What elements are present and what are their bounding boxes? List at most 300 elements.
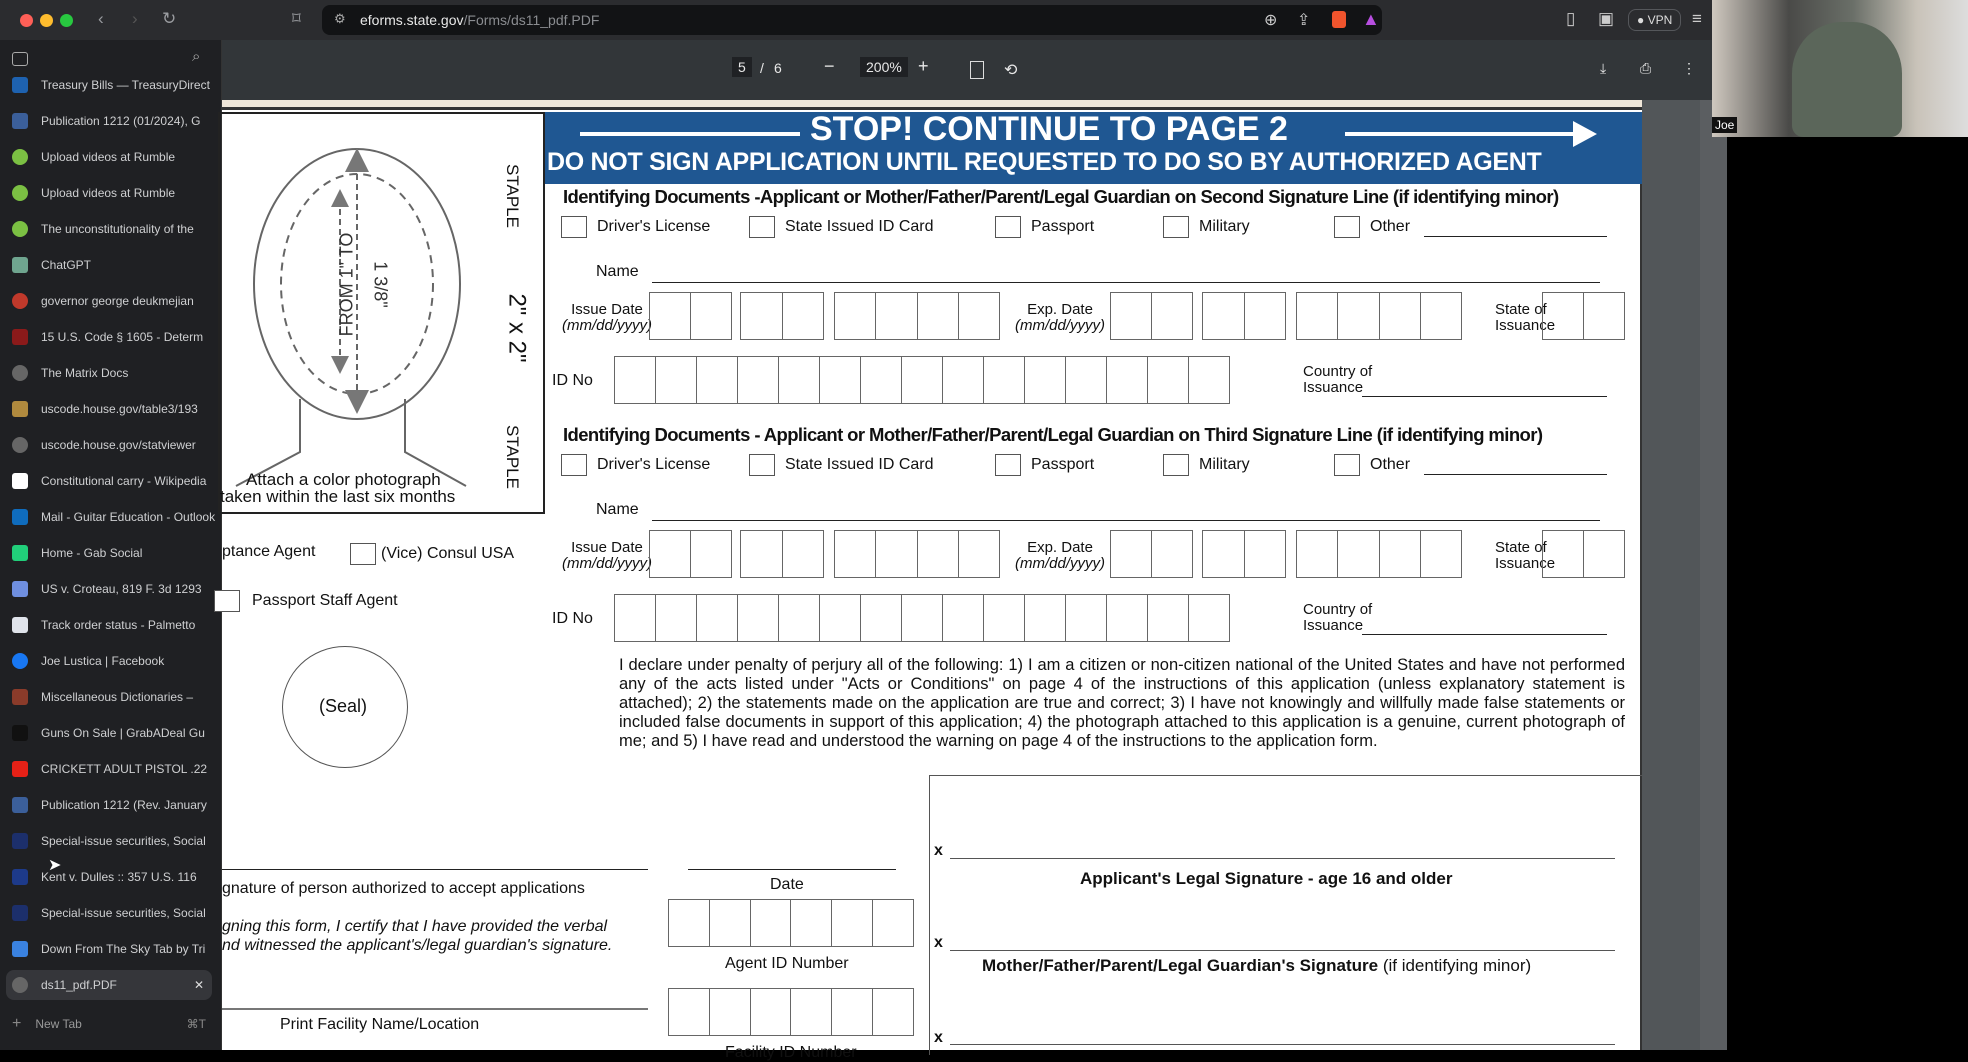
name-label: Name: [596, 501, 639, 518]
globe-icon: [12, 977, 28, 993]
photo-from-label: FROM 1" TO: [336, 232, 357, 337]
close-window-button[interactable]: [20, 14, 33, 27]
doc-type-checkbox[interactable]: [995, 454, 1021, 476]
digit-box[interactable]: [697, 356, 738, 404]
digit-box[interactable]: [1421, 292, 1462, 340]
doc-type-checkbox[interactable]: [1334, 454, 1360, 476]
sidebar-toggle-icon[interactable]: ▯: [1566, 9, 1576, 28]
zoom-in-button[interactable]: +: [918, 56, 929, 76]
doc-type-label: State Issued ID Card: [785, 218, 934, 235]
date-digit-boxes[interactable]: [1202, 530, 1286, 578]
third-signature-line[interactable]: [950, 1044, 1615, 1045]
irs-icon: [12, 113, 28, 129]
name-label: Name: [596, 263, 639, 280]
digit-box[interactable]: [1066, 594, 1107, 642]
tab-title: Publication 1212 (01/2024), G: [41, 114, 201, 128]
tab-title: Kent v. Dulles :: 357 U.S. 116: [41, 870, 197, 884]
tab-item[interactable]: [12, 754, 212, 784]
date-digit-boxes[interactable]: [649, 530, 732, 578]
digit-box[interactable]: [1148, 356, 1189, 404]
banner-subtitle: DO NOT SIGN APPLICATION UNTIL REQUESTED TO DO SO BY AUTHORIZED AGENT: [547, 148, 1542, 176]
arrow-line-right: [1345, 132, 1575, 136]
digit-box[interactable]: [1148, 594, 1189, 642]
digit-box[interactable]: [1152, 292, 1193, 340]
date-digit-boxes[interactable]: [740, 530, 824, 578]
plus-icon: +: [12, 1015, 22, 1032]
digit-box[interactable]: [1152, 530, 1193, 578]
palmetto-icon: [12, 617, 28, 633]
minimize-window-button[interactable]: [40, 14, 53, 27]
page-number-input[interactable]: 5: [732, 57, 752, 77]
tab-item[interactable]: [12, 466, 212, 496]
digit-box[interactable]: [738, 356, 779, 404]
mouse-cursor: ➤: [48, 857, 62, 874]
digit-box[interactable]: [1542, 530, 1584, 578]
tab-item[interactable]: [12, 70, 212, 100]
digit-box[interactable]: [984, 356, 1025, 404]
digit-box[interactable]: [873, 988, 914, 1036]
tab-title: Mail - Guitar Education - Outlook: [41, 510, 216, 524]
date-digit-boxes[interactable]: [1542, 530, 1625, 578]
digit-box[interactable]: [1338, 292, 1379, 340]
tab-title: Constitutional carry - Wikipedia: [41, 474, 207, 488]
digit-box[interactable]: [1421, 530, 1462, 578]
tab-item[interactable]: [12, 358, 212, 388]
digit-box[interactable]: [918, 530, 959, 578]
digit-box[interactable]: [656, 356, 697, 404]
digit-box[interactable]: [1245, 292, 1287, 340]
tab-item[interactable]: [12, 394, 212, 424]
date-digit-boxes[interactable]: [834, 530, 1000, 578]
maximize-window-button[interactable]: [60, 14, 73, 27]
new-tab-button[interactable]: [12, 1009, 212, 1039]
digit-box[interactable]: [1110, 530, 1152, 578]
globe-icon: [12, 365, 28, 381]
doc-type-label: Other: [1370, 218, 1411, 235]
digit-box[interactable]: [1025, 356, 1066, 404]
sidebar-panel-icon[interactable]: [12, 52, 28, 66]
tab-title: Publication 1212 (Rev. January: [41, 798, 207, 812]
digit-box[interactable]: [656, 594, 697, 642]
date-digit-boxes[interactable]: [1110, 292, 1193, 340]
digit-box[interactable]: [1025, 594, 1066, 642]
pdf-toolbar: [222, 40, 1712, 100]
digit-box[interactable]: [959, 292, 1000, 340]
consul-checkbox[interactable]: [350, 543, 376, 565]
guardian-signature-line[interactable]: [950, 950, 1615, 951]
digit-box[interactable]: [779, 594, 820, 642]
digit-box[interactable]: [832, 899, 873, 947]
vertical-tabs-sidebar: [0, 40, 222, 1050]
browser-titlebar: [0, 0, 1712, 40]
facebook-icon: [12, 653, 28, 669]
digit-box[interactable]: [691, 292, 732, 340]
house-seal-icon: [12, 401, 28, 417]
name-line[interactable]: [652, 282, 1600, 283]
digit-box[interactable]: [1296, 292, 1338, 340]
tab-item[interactable]: [12, 538, 212, 568]
digit-box[interactable]: [876, 292, 917, 340]
acceptance-agent-label: ptance Agent: [222, 543, 316, 560]
digit-box[interactable]: [783, 292, 825, 340]
doc-type-checkbox[interactable]: [1163, 454, 1189, 476]
digit-box[interactable]: [834, 292, 876, 340]
photo-caption-2: taken within the last six months: [220, 487, 456, 506]
digit-box[interactable]: [710, 899, 751, 947]
digit-box[interactable]: [943, 594, 984, 642]
digit-box[interactable]: [1542, 292, 1584, 340]
tab-item[interactable]: [12, 322, 212, 352]
tab-title: Upload videos at Rumble: [41, 186, 176, 200]
digit-box[interactable]: [791, 899, 832, 947]
id-number-boxes[interactable]: [614, 356, 1230, 404]
digit-box[interactable]: [1110, 292, 1152, 340]
doc-type-label: Driver's License: [597, 456, 711, 473]
agent-signature-label: gnature of person authorized to accept applications: [222, 880, 585, 897]
tab-title: The Matrix Docs: [41, 366, 129, 380]
digit-box[interactable]: [1584, 530, 1625, 578]
songsterr-icon: [12, 941, 28, 957]
brave-rewards-icon[interactable]: ▲: [1362, 9, 1380, 29]
digit-box[interactable]: [861, 594, 902, 642]
doc-type-label: Driver's License: [597, 218, 711, 235]
tab-item[interactable]: [12, 682, 212, 712]
tab-title: uscode.house.gov/statviewer: [41, 438, 196, 452]
treasury-icon: [12, 77, 28, 93]
digit-box[interactable]: [710, 988, 751, 1036]
digit-box[interactable]: [959, 530, 1000, 578]
applicant-signature-label: Applicant's Legal Signature - age 16 and older: [1080, 869, 1453, 888]
new-tab-shortcut: ⌘T: [186, 1017, 206, 1031]
digit-box[interactable]: [697, 594, 738, 642]
page-total: 6: [774, 60, 782, 76]
doc-type-label: State Issued ID Card: [785, 456, 934, 473]
brave-search-icon: [12, 293, 28, 309]
issue-date-label: Issue Date (mm/dd/yyyy): [562, 539, 652, 572]
tab-title: uscode.house.gov/table3/193: [41, 402, 198, 416]
tab-title: Down From The Sky Tab by Tri: [41, 942, 206, 956]
tab-title: US v. Croteau, 819 F. 3d 1293: [41, 582, 202, 596]
webcam-name-label: Joe: [1712, 117, 1737, 133]
tab-title: Track order status - Palmetto: [41, 618, 196, 632]
date-digit-boxes[interactable]: [1110, 530, 1193, 578]
arrow-line-left: [580, 132, 800, 136]
digit-box[interactable]: [1189, 594, 1230, 642]
digit-box[interactable]: [820, 594, 861, 642]
share-icon[interactable]: ⇪: [1297, 12, 1311, 29]
digit-box[interactable]: [691, 530, 732, 578]
gab-icon: [12, 545, 28, 561]
id-number-boxes[interactable]: [614, 594, 1230, 642]
digit-box[interactable]: [820, 356, 861, 404]
date-digit-boxes[interactable]: [1296, 292, 1462, 340]
facility-line: [222, 1008, 648, 1010]
digit-box[interactable]: [1338, 530, 1379, 578]
country-line[interactable]: [1362, 396, 1607, 397]
tab-active[interactable]: [6, 970, 212, 1000]
section-heading: Identifying Documents - Applicant or Mother/Father/Parent/Legal Guardian on Third Signature Line (if identifying minor): [563, 424, 1543, 445]
bookmark-icon[interactable]: ⌑: [292, 9, 301, 28]
tab-title: Home - Gab Social: [41, 546, 143, 560]
tab-item[interactable]: [12, 826, 212, 856]
state-of-issuance-label: State of Issuance: [1495, 539, 1556, 572]
doc-type-checkbox[interactable]: [1334, 216, 1360, 238]
scholar-icon: [12, 581, 28, 597]
back-icon[interactable]: ‹: [98, 9, 104, 28]
fit-page-icon[interactable]: [970, 61, 984, 79]
date-digit-boxes[interactable]: [1296, 530, 1462, 578]
tab-item[interactable]: [12, 430, 212, 460]
rumble-icon: [12, 149, 28, 165]
digit-box[interactable]: [1380, 292, 1421, 340]
zoom-level-input[interactable]: 200%: [860, 57, 908, 77]
digit-box[interactable]: [1066, 356, 1107, 404]
globe-icon: [12, 437, 28, 453]
ssa-icon: [12, 905, 28, 921]
doc-type-checkbox[interactable]: [561, 454, 587, 476]
rumble-icon: [12, 185, 28, 201]
name-line[interactable]: [652, 520, 1600, 521]
address-bar[interactable]: [322, 5, 1382, 35]
close-tab-icon[interactable]: ✕: [193, 978, 204, 992]
consul-label: (Vice) Consul USA: [381, 545, 515, 562]
date-digit-boxes[interactable]: [740, 292, 824, 340]
doc-type-checkbox[interactable]: [1163, 216, 1189, 238]
tab-item[interactable]: [12, 898, 212, 928]
digit-box[interactable]: [614, 594, 656, 642]
photo-head-diagram: [220, 114, 543, 514]
issue-date-label: Issue Date (mm/dd/yyyy): [562, 301, 652, 334]
photo-caption-1: Attach a color photograph: [246, 470, 441, 489]
passport-staff-agent-label: Passport Staff Agent: [252, 592, 398, 609]
print-icon[interactable]: ⎙: [1640, 60, 1652, 76]
tab-title: The unconstitutionality of the: [41, 222, 194, 236]
url-path: /Forms/ds11_pdf.PDF: [463, 12, 600, 28]
digit-box[interactable]: [783, 530, 825, 578]
wikipedia-icon: [12, 473, 28, 489]
webcam-overlay: [1712, 0, 1968, 137]
tab-title: Guns On Sale | GrabADeal Gu: [41, 726, 205, 740]
x-mark-3: x: [934, 1029, 943, 1046]
url-host: eforms.state.gov: [360, 12, 464, 28]
date-label: Date: [770, 876, 804, 893]
facility-id-label: Facility ID Number: [725, 1044, 857, 1061]
outlook-icon: [12, 509, 28, 525]
chatgpt-icon: [12, 257, 28, 273]
doc-type-label: Other: [1370, 456, 1411, 473]
digit-box[interactable]: [791, 988, 832, 1036]
digit-box[interactable]: [738, 594, 779, 642]
arrow-right-icon: [1573, 121, 1597, 147]
irs-icon: [12, 797, 28, 813]
zoom-icon[interactable]: ⊕: [1264, 12, 1278, 29]
date-digit-boxes[interactable]: [1542, 292, 1625, 340]
x-mark-1: x: [934, 842, 943, 859]
tab-item[interactable]: [12, 106, 212, 136]
digit-box[interactable]: [984, 594, 1025, 642]
new-tab-label: New Tab: [35, 1017, 82, 1031]
download-icon[interactable]: ⤓: [1600, 60, 1607, 76]
photo-box: [218, 112, 545, 514]
youtube-icon: [12, 761, 28, 777]
digit-box[interactable]: [1202, 292, 1245, 340]
banner-title: STOP! CONTINUE TO PAGE 2: [810, 110, 1288, 148]
digit-box[interactable]: [740, 530, 783, 578]
passport-staff-agent-checkbox[interactable]: [214, 590, 240, 612]
tab-title: governor george deukmejian: [41, 294, 194, 308]
tab-item[interactable]: [12, 178, 212, 208]
stop-banner: [545, 112, 1642, 184]
more-options-icon[interactable]: ⋮: [1682, 60, 1696, 76]
digit-box[interactable]: [1189, 356, 1230, 404]
tab-item[interactable]: [12, 574, 212, 604]
facility-id-boxes[interactable]: [668, 988, 914, 1036]
doc-type-checkbox[interactable]: [995, 216, 1021, 238]
perjury-declaration: I declare under penalty of perjury all of the following: 1) I am a citizen or non-citizen national of the United States and have not performed any of the acts listed under "Acts or Conditions" on page 4 of the instructions of this application (unless explanatory statement is attached); 2) the statements made on the application are true and correct; 3) I have not knowingly and willfully made false statements or included false documents in support of this application; 4) the photograph attached to this application is a genuine, current photograph of me; and 5) I have read and understood the warning on page 4 of the instructions to the application form.: [619, 656, 1625, 750]
country-line[interactable]: [1362, 634, 1607, 635]
digit-box[interactable]: [1245, 530, 1287, 578]
agent-signature-line: [222, 869, 648, 870]
digit-box[interactable]: [834, 530, 876, 578]
doc-type-checkbox[interactable]: [749, 454, 775, 476]
date-digit-boxes[interactable]: [1202, 292, 1286, 340]
x-mark-2: x: [934, 934, 943, 951]
doc-type-label: Military: [1199, 218, 1250, 235]
digit-box[interactable]: [1107, 594, 1148, 642]
digit-box[interactable]: [740, 292, 783, 340]
tab-item[interactable]: [12, 646, 212, 676]
date-line: [688, 869, 896, 870]
doc-type-checkbox[interactable]: [749, 216, 775, 238]
digit-box[interactable]: [943, 356, 984, 404]
doc-type-label: Passport: [1031, 456, 1095, 473]
tab-item[interactable]: [12, 610, 212, 640]
vpn-button[interactable]: ● VPN: [1628, 9, 1681, 31]
page-separator: /: [760, 60, 764, 76]
tab-item[interactable]: [12, 214, 212, 244]
forward-icon[interactable]: ›: [132, 9, 138, 28]
id-no-label: ID No: [552, 610, 593, 627]
other-doc-line[interactable]: [1424, 236, 1607, 237]
digit-box[interactable]: [614, 356, 656, 404]
reload-icon[interactable]: ↻: [162, 9, 177, 28]
digit-box[interactable]: [902, 594, 943, 642]
other-doc-line[interactable]: [1424, 474, 1607, 475]
vpn-label: VPN: [1647, 13, 1673, 27]
digit-box[interactable]: [649, 292, 691, 340]
tab-title: Special-issue securities, Social: [41, 906, 206, 920]
tab-item[interactable]: [12, 862, 212, 892]
state-of-issuance-label: State of Issuance: [1495, 301, 1556, 334]
wallet-icon[interactable]: ▣: [1598, 9, 1615, 28]
country-of-issuance-label: Country of Issuance: [1303, 363, 1373, 396]
zoom-out-button[interactable]: −: [824, 56, 835, 76]
lii-icon: [12, 329, 28, 345]
tab-title: Special-issue securities, Social: [41, 834, 206, 848]
digit-box[interactable]: [1296, 530, 1338, 578]
grabadeal-icon: [12, 725, 28, 741]
search-tabs-icon[interactable]: ⌕: [192, 48, 201, 65]
certify-text-2: nd witnessed the applicant's/legal guardian's signature.: [222, 937, 613, 954]
id-no-label: ID No: [552, 372, 593, 389]
photo-to-label: 1 3/8": [370, 261, 391, 308]
pdf-page: [220, 100, 1642, 1061]
tab-title: Joe Lustica | Facebook: [41, 654, 165, 668]
country-of-issuance-label: Country of Issuance: [1303, 601, 1373, 634]
black-background: [1727, 137, 1968, 1050]
guardian-signature-label: Mother/Father/Parent/Legal Guardian's Signature: [982, 956, 1379, 975]
brave-shields-icon[interactable]: [1332, 11, 1346, 28]
tab-title: ChatGPT: [41, 258, 92, 272]
previous-page-edge: [222, 100, 1642, 110]
digit-box[interactable]: [902, 356, 943, 404]
tab-title: Miscellaneous Dictionaries –: [41, 690, 194, 704]
digit-box[interactable]: [779, 356, 820, 404]
agent-id-boxes[interactable]: [668, 899, 914, 947]
digit-box[interactable]: [668, 988, 710, 1036]
dictionary-icon: [12, 689, 28, 705]
tab-item[interactable]: [12, 142, 212, 172]
date-digit-boxes[interactable]: [649, 292, 732, 340]
digit-box[interactable]: [918, 292, 959, 340]
tab-item[interactable]: [12, 502, 216, 532]
date-digit-boxes[interactable]: [834, 292, 1000, 340]
facility-label: Print Facility Name/Location: [280, 1016, 480, 1033]
digit-box[interactable]: [876, 530, 917, 578]
exp-date-label: Exp. Date (mm/dd/yyyy): [1015, 539, 1105, 572]
tab-title: Treasury Bills — TreasuryDirect: [41, 78, 210, 92]
tab-title: ds11_pdf.PDF: [41, 978, 117, 992]
exp-date-label: Exp. Date (mm/dd/yyyy): [1015, 301, 1105, 334]
applicant-signature-line[interactable]: [950, 858, 1615, 859]
tab-item[interactable]: [12, 286, 212, 316]
tab-item[interactable]: [12, 718, 212, 748]
digit-box[interactable]: [1380, 530, 1421, 578]
staple-bottom-label: STAPLE: [502, 425, 522, 489]
justia-icon: [12, 869, 28, 885]
digit-box[interactable]: [832, 988, 873, 1036]
ssa-icon: [12, 833, 28, 849]
digit-box[interactable]: [668, 899, 710, 947]
doc-type-checkbox[interactable]: [561, 216, 587, 238]
tab-title: 15 U.S. Code § 1605 - Determ: [41, 330, 204, 344]
menu-icon[interactable]: ≡: [1692, 9, 1702, 28]
digit-box[interactable]: [1584, 292, 1625, 340]
tab-title: CRICKETT ADULT PISTOL .22: [41, 762, 208, 776]
site-settings-icon[interactable]: ⚙: [334, 11, 346, 26]
tab-item[interactable]: [12, 790, 212, 820]
section-heading: Identifying Documents -Applicant or Mother/Father/Parent/Legal Guardian on Second Signature Line (if identifying minor): [563, 186, 1559, 207]
digit-box[interactable]: [751, 899, 792, 947]
agent-id-label: Agent ID Number: [725, 955, 849, 972]
signature-box: [929, 775, 1642, 1055]
digit-box[interactable]: [1202, 530, 1245, 578]
digit-box[interactable]: [1107, 356, 1148, 404]
tab-item[interactable]: [12, 250, 212, 280]
guardian-signature-note: (if identifying minor): [1382, 956, 1532, 975]
scrollbar[interactable]: [1700, 100, 1727, 1050]
digit-box[interactable]: [751, 988, 792, 1036]
digit-box[interactable]: [649, 530, 691, 578]
certify-text-1: gning this form, I certify that I have provided the verbal: [222, 918, 608, 935]
rotate-icon[interactable]: ⟲: [1004, 62, 1018, 79]
digit-box[interactable]: [861, 356, 902, 404]
doc-type-label: Military: [1199, 456, 1250, 473]
staple-top-label: STAPLE: [502, 164, 522, 228]
tab-item[interactable]: [12, 934, 212, 964]
digit-box[interactable]: [873, 899, 914, 947]
seal-label: (Seal): [319, 696, 368, 716]
